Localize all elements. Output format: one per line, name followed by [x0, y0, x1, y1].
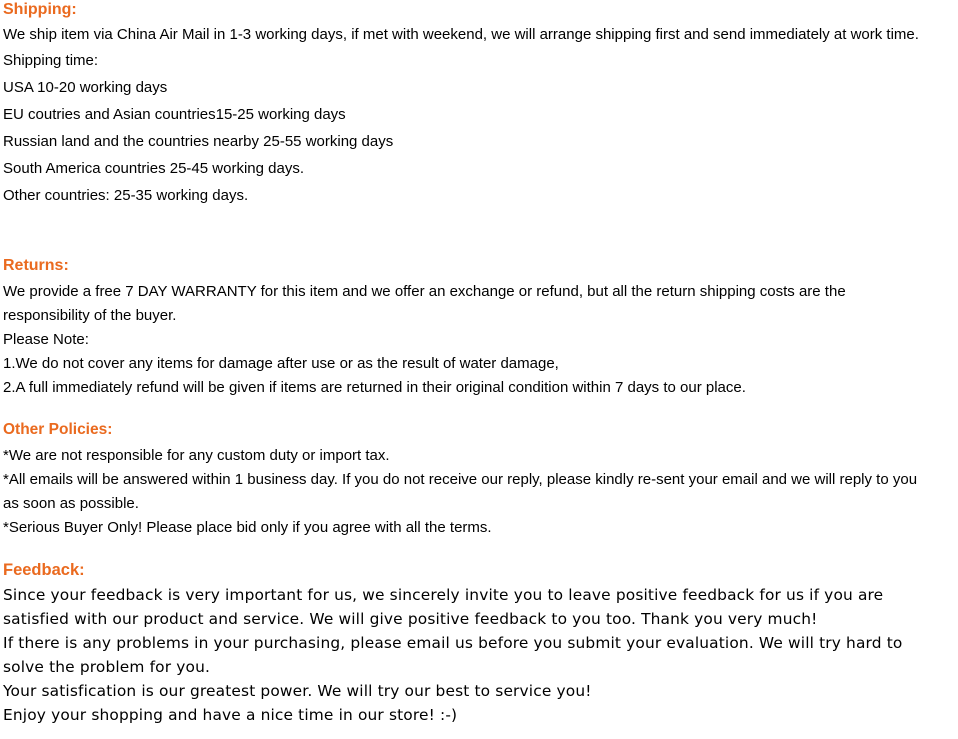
- returns-line: 1.We do not cover any items for damage after use or as the result of water damage,: [3, 355, 559, 372]
- feedback-line: Your satisfication is our greatest power. We will try our best to service you!: [3, 682, 592, 700]
- returns-line: responsibility of the buyer.: [3, 307, 177, 324]
- returns-line: 2.A full immediately refund will be given if items are returned in their original condition within 7 days to our place.: [3, 379, 746, 396]
- shipping-line: Shipping time:: [3, 52, 99, 69]
- policy-line: *Serious Buyer Only! Please place bid only if you agree with all the terms.: [3, 519, 492, 536]
- policy-line: *We are not responsible for any custom duty or import tax.: [3, 447, 390, 464]
- shipping-heading: Shipping:: [3, 1, 77, 18]
- returns-line: Please Note:: [3, 331, 89, 348]
- feedback-line: solve the problem for you.: [3, 658, 211, 676]
- shipping-line: Russian land and the countries nearby 25-55 working days: [3, 133, 394, 150]
- feedback-line: Enjoy your shopping and have a nice time in our store! :-): [3, 706, 458, 724]
- returns-line: We provide a free 7 DAY WARRANTY for this item and we offer an exchange or refund, but all the return shipping costs are the: [3, 283, 846, 300]
- policy-line: *All emails will be answered within 1 business day. If you do not receive our reply, please kindly re-sent your email and we will reply to you: [3, 471, 918, 488]
- shipping-line: EU coutries and Asian countries15-25 working days: [3, 106, 346, 123]
- shipping-line: South America countries 25-45 working days.: [3, 160, 304, 177]
- shipping-line: We ship item via China Air Mail in 1-3 working days, if met with weekend, we will arrange shipping first and send immediately at work time.: [3, 26, 919, 43]
- shipping-line: USA 10-20 working days: [3, 79, 168, 96]
- feedback-heading: Feedback:: [3, 561, 85, 579]
- feedback-line: If there is any problems in your purchasing, please email us before you submit your evaluation. We will try hard to: [3, 634, 903, 652]
- other-policies-heading: Other Policies:: [3, 421, 113, 438]
- policy-line: as soon as possible.: [3, 495, 139, 512]
- returns-heading: Returns:: [3, 257, 69, 274]
- shipping-line: Other countries: 25-35 working days.: [3, 187, 249, 204]
- feedback-line: satisfied with our product and service. We will give positive feedback to you too. Thank you very much!: [3, 610, 818, 628]
- feedback-line: Since your feedback is very important for us, we sincerely invite you to leave positive feedback for us if you are: [3, 586, 884, 604]
